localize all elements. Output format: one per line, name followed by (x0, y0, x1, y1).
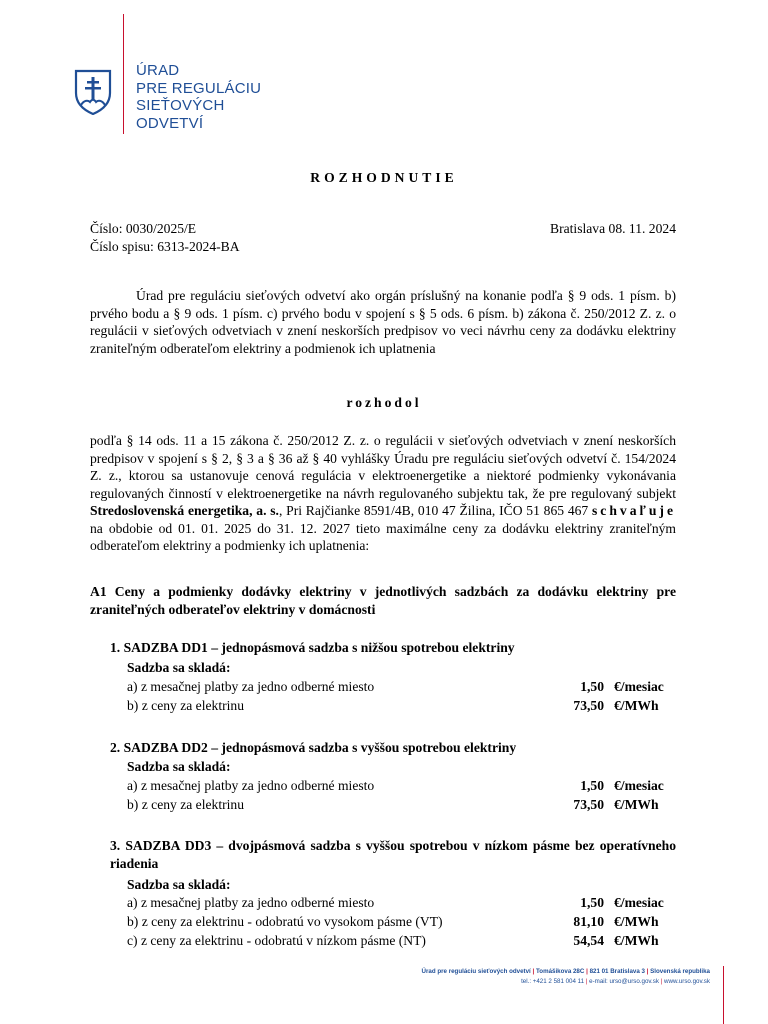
organization-name (136, 62, 261, 132)
item-label: b) z ceny za elektrinu (127, 797, 244, 812)
item-unit: €/MWh (614, 698, 659, 713)
tariff-dd2-heading: 2. SADZBA DD2 – jednopásmová sadzba s vyššou spotrebou elektriny (110, 740, 517, 755)
item-unit: €/MWh (614, 933, 659, 948)
tariff-dd1-heading: 1. SADZBA DD1 – jednopásmová sadzba s nižšou spotrebou elektriny (110, 640, 515, 655)
item-unit: €/MWh (614, 797, 659, 812)
item-label: b) z ceny za elektrinu (127, 698, 244, 713)
footer-country: Slovenská republika (650, 968, 710, 975)
tariff-dd3-item-a (127, 894, 677, 912)
tariff-dd3-item-b (127, 913, 677, 931)
footer-email[interactable]: e-mail: urso@urso.gov.sk (589, 978, 659, 985)
tariff-dd1-consists: Sadzba sa skladá: (127, 660, 231, 675)
decided-text: rozhodol (346, 395, 422, 410)
slovak-coat-of-arms-icon (74, 69, 112, 115)
item-label: a) z mesačnej platby za jedno odberné miesto (127, 895, 375, 910)
footer-org: Úrad pre reguláciu sieťových odvetví (421, 968, 531, 975)
tariff-dd3-item-c (127, 932, 677, 950)
footer-separator: | (585, 978, 588, 985)
item-value: 73,50 (573, 698, 604, 713)
section-a1-text: A1 Ceny a podmienky dodávky elektriny v jednotlivých sadzbách za dodávku elektriny pre zraniteľných odberateľov elektriny v domácnosti (90, 584, 676, 617)
place-date: Bratislava 08. 11. 2024 (550, 221, 676, 236)
intro-text: Úrad pre reguláciu sieťových odvetví ako orgán príslušný na konanie podľa § 9 ods. 1 písm. b) prvého bodu a § 9 ods. 1 písm. c) prvého bodu v spojení s § 5 ods. 6 písm. b) zákona č. 250/2012 Z. z. o regulácii v sieťových odvetviach v znení neskorších predpisov vo veci návrhu ceny za dodávku elektriny zraniteľným odberateľom elektriny a podmienok ich uplatnenia (90, 288, 676, 356)
tariff-dd2-item-b (127, 796, 677, 814)
item-unit: €/mesiac (614, 778, 664, 793)
footer-web[interactable]: www.urso.gov.sk (664, 978, 710, 985)
decided-heading (0, 395, 768, 411)
tariff-dd2-item-a (127, 777, 677, 795)
file-number: Číslo spisu: 6313-2024-BA (90, 239, 240, 254)
tariff-dd2-consists: Sadzba sa skladá: (127, 759, 231, 774)
footer-contacts (521, 978, 710, 985)
tariff-dd1-item-b (127, 697, 677, 715)
item-unit: €/MWh (614, 914, 659, 929)
tariff-dd1-item-a (127, 678, 677, 696)
org-line: ODVETVÍ (136, 114, 204, 132)
item-value: 54,54 (573, 933, 604, 948)
footer-separator: | (646, 968, 649, 975)
item-label: a) z mesačnej platby za jedno odberné miesto (127, 778, 375, 793)
item-unit: €/mesiac (614, 679, 664, 694)
decision-number: Číslo: 0030/2025/E (90, 221, 197, 236)
footer-separator: | (660, 978, 663, 985)
item-value: 1,50 (580, 679, 604, 694)
item-label: a) z mesačnej platby za jedno odberné miesto (127, 679, 375, 694)
org-line: ÚRAD (136, 62, 180, 79)
tariff-dd3-consists: Sadzba sa skladá: (127, 877, 231, 892)
decision-body (90, 432, 676, 555)
footer-city: 821 01 Bratislava 3 (589, 968, 645, 975)
intro-paragraph (90, 287, 676, 357)
document-title: ROZHODNUTIE (310, 170, 458, 185)
approves-text: schvaľuje (592, 503, 676, 518)
company-name: Stredoslovenská energetika, a. s. (90, 503, 279, 518)
item-value: 1,50 (580, 778, 604, 793)
tariff-dd3-heading (110, 837, 676, 873)
body-text-1: podľa § 14 ods. 11 a 15 zákona č. 250/2012 Z. z. o regulácii v sieťových odvetviach v znení neskorších predpisov v spojení s § 2, § 3 a § 36 až § 40 vyhlášky Úradu pre reguláciu sieťových odvetví č. 154/2024 Z. z., ktorou sa ustanovuje cenová regulácia v elektroenergetike a niektoré podmienky vykonávania regulovaných činností v elektroenergetike na návrh regulovaného subjektu tak, že pre regulovaný subjekt (90, 433, 676, 501)
item-value: 81,10 (573, 914, 604, 929)
footer-address (422, 968, 710, 975)
item-label: c) z ceny za elektrinu - odobratú v nízkom pásme (NT) (127, 933, 426, 948)
section-a1-heading (90, 583, 676, 619)
item-label: b) z ceny za elektrinu - odobratú vo vysokom pásme (VT) (127, 914, 443, 929)
body-text-2: , Pri Rajčianke 8591/4B, 010 47 Žilina, IČO 51 865 467 (278, 503, 589, 518)
footer-tel: tel.: +421 2 581 004 11 (521, 978, 585, 985)
footer-separator: | (532, 968, 535, 975)
tariff-dd3-heading-text: 3. SADZBA DD3 – dvojpásmová sadzba s vyššou spotrebou v nízkom pásme bez operatívneho riadenia (110, 838, 676, 871)
item-value: 1,50 (580, 895, 604, 910)
org-line: SIEŤOVÝCH (136, 97, 225, 114)
item-unit: €/mesiac (614, 895, 664, 910)
item-value: 73,50 (573, 797, 604, 812)
header-divider-line (123, 14, 124, 134)
footer-street: Tomášikova 28C (535, 968, 585, 975)
footer-divider-line (723, 966, 724, 1024)
footer-separator: | (586, 968, 588, 975)
body-text-3: na obdobie od 01. 01. 2025 do 31. 12. 2027 tieto maximálne ceny za dodávku elektriny zraniteľným odberateľom elektriny a podmienky ich uplatnenia: (90, 520, 676, 553)
org-line: PRE REGULÁCIU (136, 79, 262, 97)
